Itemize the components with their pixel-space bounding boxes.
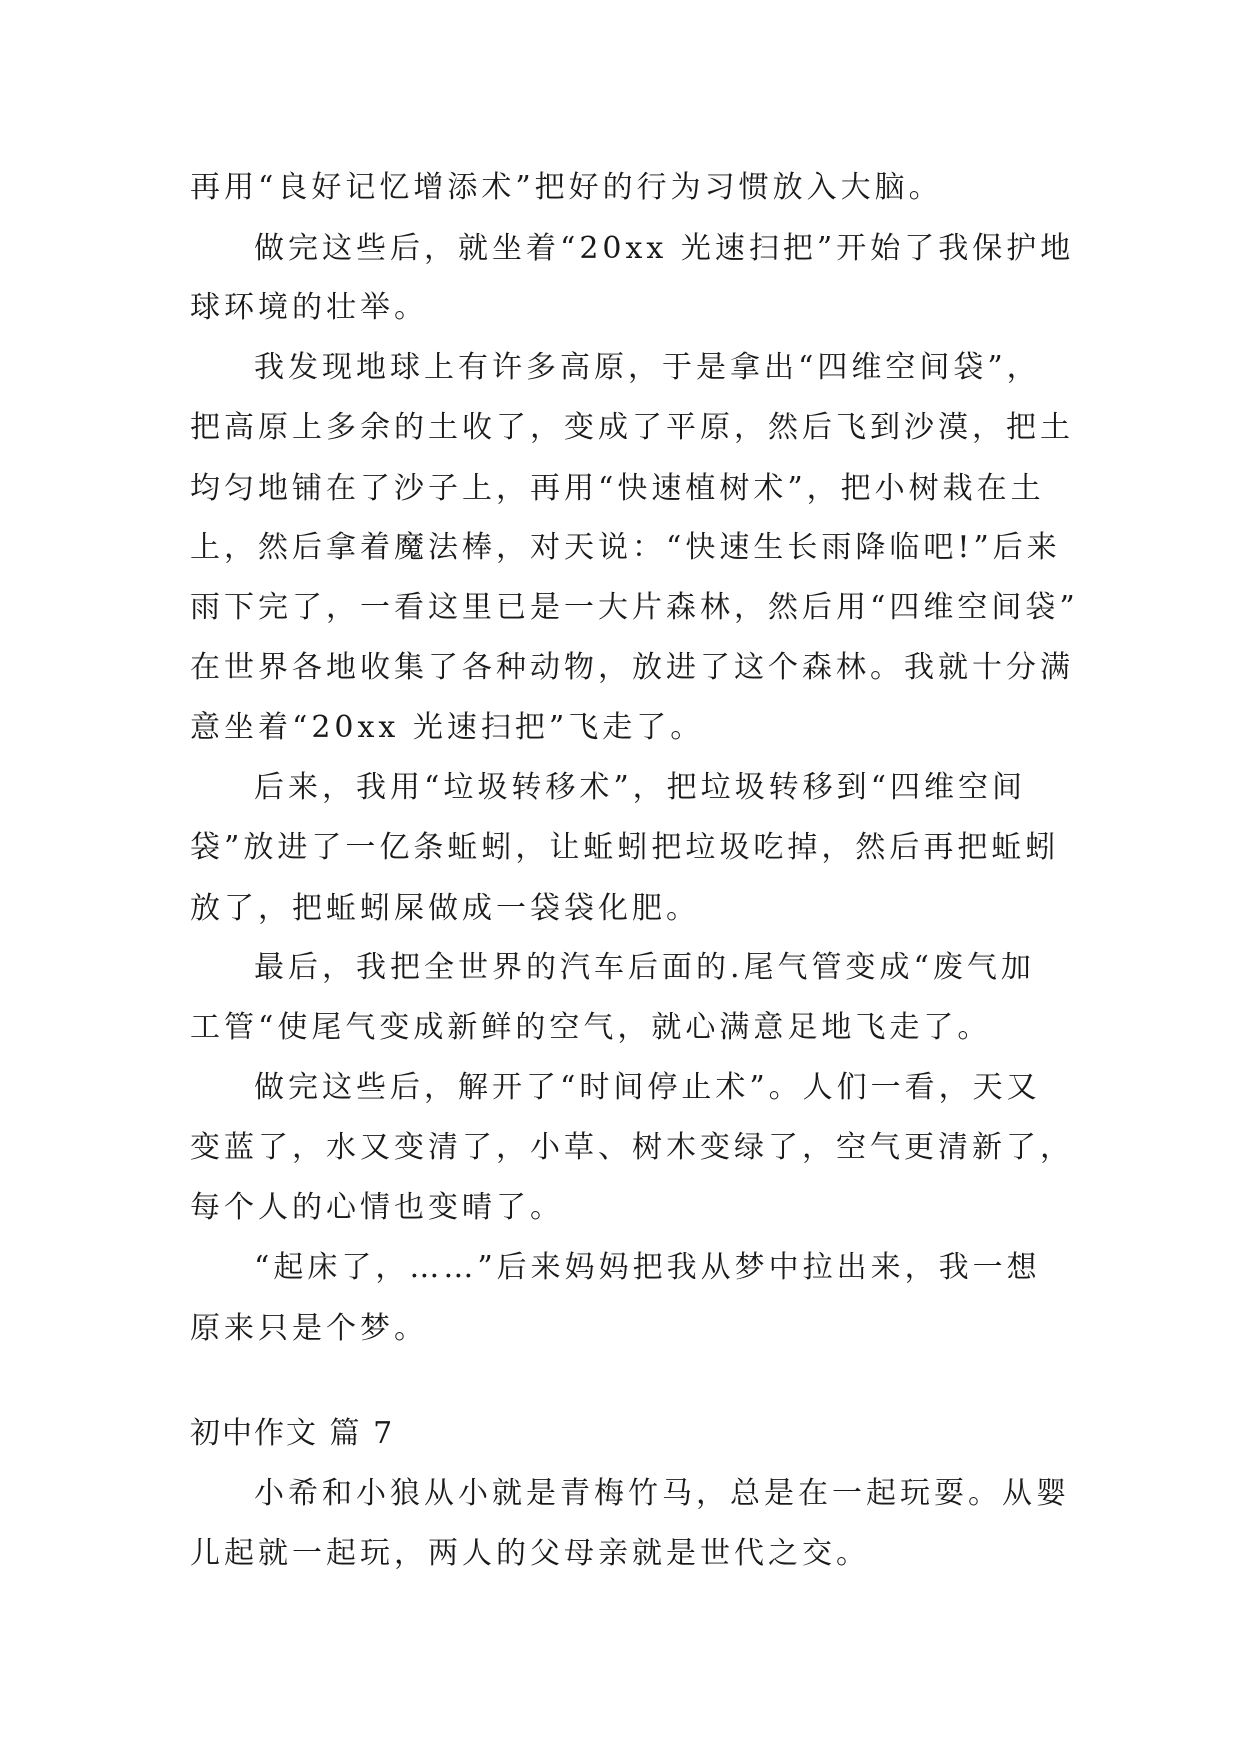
paragraph-line: 小希和小狼从小就是青梅竹马，总是在一起玩耍。从婴 xyxy=(254,1476,1070,1511)
paragraph-line: 做完这些后，就坐着“20xx 光速扫把”开始了我保护地 xyxy=(254,231,1075,266)
paragraph-line: 做完这些后，解开了“时间停止术”。人们一看，天又 xyxy=(254,1070,1041,1105)
paragraph-line: 放了，把蚯蚓屎做成一袋袋化肥。 xyxy=(190,891,700,926)
paragraph-line: 每个人的心情也变晴了。 xyxy=(190,1190,564,1225)
paragraph-line: 儿起就一起玩，两人的父母亲就是世代之交。 xyxy=(190,1536,870,1571)
paragraph-line: 后来，我用“垃圾转移术”，把垃圾转移到“四维空间 xyxy=(254,770,1027,805)
paragraph-line: 雨下完了，一看这里已是一大片森林，然后用“四维空间袋” xyxy=(190,590,1079,625)
paragraph-line: 意坐着“20xx 光速扫把”飞走了。 xyxy=(190,710,705,745)
paragraph-line: 再用“良好记忆增添术”把好的行为习惯放入大脑。 xyxy=(190,170,943,205)
paragraph-line: 变蓝了，水又变清了，小草、树木变绿了，空气更清新了， xyxy=(190,1130,1074,1165)
paragraph-line: 把高原上多余的土收了，变成了平原，然后飞到沙漠，把土 xyxy=(190,410,1074,445)
paragraph-line: 我发现地球上有许多高原，于是拿出“四维空间袋”， xyxy=(254,350,1041,385)
paragraph-line: 原来只是个梦。 xyxy=(190,1311,428,1346)
paragraph-line: 袋”放进了一亿条蚯蚓，让蚯蚓把垃圾吃掉，然后再把蚯蚓 xyxy=(190,830,1060,865)
section-heading: 初中作文 篇 7 xyxy=(190,1416,395,1451)
paragraph-line: 均匀地铺在了沙子上，再用“快速植树术”，把小树栽在土 xyxy=(190,471,1045,506)
paragraph-line: 工管“使尾气变成新鲜的空气，就心满意足地飞走了。 xyxy=(190,1010,992,1045)
paragraph-line: 最后，我把全世界的汽车后面的.尾气管变成“废气加 xyxy=(254,950,1035,985)
paragraph-line: 在世界各地收集了各种动物，放进了这个森林。我就十分满 xyxy=(190,650,1074,685)
paragraph-line: 球环境的壮举。 xyxy=(190,290,428,325)
paragraph-line: 上，然后拿着魔法棒，对天说：“快速生长雨降临吧!”后来 xyxy=(190,530,1061,565)
paragraph-line: “起床了，……”后来妈妈把我从梦中拉出来，我一想 xyxy=(254,1250,1041,1285)
